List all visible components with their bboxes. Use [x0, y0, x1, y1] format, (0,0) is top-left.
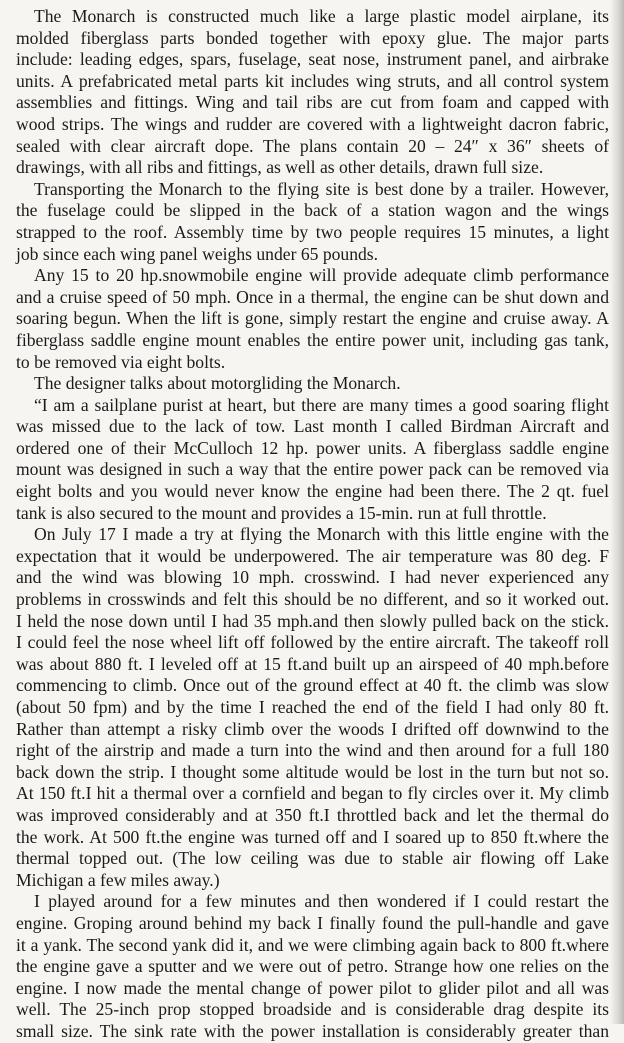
- text-line: back down the strip. I thought some altitude would be lost in the turn but not so.: [16, 761, 609, 782]
- text-line: was missed due to the lack of tow. Last month I called Birdman Aircraft and: [16, 416, 609, 437]
- document-body: [16, 6, 609, 1043]
- text-line: units. A prefabricated metal parts kit includes wing struts, and all control system: [16, 70, 609, 91]
- text-line: and the wind was blowing 10 mph. crosswind. I had never experienced any: [16, 567, 609, 588]
- text-line: fiberglass saddle engine mount enables the entire power unit, including gas tank,: [16, 329, 609, 350]
- text-line: wood strips. The wings and rudder are covered with a lightweight dacron fabric,: [16, 113, 609, 134]
- text-line: I held the nose down until I had 35 mph.and then slowly pulled back on the stick.: [16, 610, 609, 631]
- text-line: well. The 25-inch prop stopped broadside and is considerable drag despite its: [16, 999, 609, 1020]
- text-line: mount was designed in such a way that the entire power pack can be removed via: [16, 459, 609, 480]
- text-line: drawings, with all ribs and fittings, as well as other details, drawn full size.: [16, 157, 544, 178]
- text-line: Any 15 to 20 hp.snowmobile engine will provide adequate climb performance: [34, 265, 609, 286]
- text-line: thermal topped out. (The low ceiling was due to stable air flowing off Lake: [16, 848, 609, 869]
- text-line: the engine gave a sputter and we were out of petro. Strange how one relies on the: [16, 956, 609, 977]
- text-line: engine. Groping around behind my back I finally found the pull-handle and gave: [16, 912, 609, 933]
- text-line: “I am a sailplane purist at heart, but there are many times a good soaring flight: [34, 394, 609, 415]
- text-line: Transporting the Monarch to the flying site is best done by a trailer. However,: [34, 178, 609, 199]
- text-line: the fuselage could be slipped in the back of a station wagon and the wings: [16, 200, 609, 221]
- text-line: Michigan a few miles away.): [16, 869, 220, 890]
- text-line: the work. At 500 ft.the engine was turned off and I soared up to 850 ft.where the: [16, 826, 609, 847]
- text-line: I played around for a few minutes and then wondered if I could restart the: [34, 891, 609, 912]
- text-line: tank is also secured to the mount and provides a 15-min. run at full throttle.: [16, 502, 547, 523]
- text-line: soaring begun. When the lift is gone, simply restart the engine and cruise away. A: [16, 308, 609, 329]
- text-line: sealed with clear aircraft dope. The plans contain 20 – 24″ x 36″ sheets of: [16, 135, 609, 156]
- text-line: job since each wing panel weighs under 65 pounds.: [16, 243, 379, 264]
- text-line: strapped to the roof. Assembly time by two people requires 15 minutes, a light: [16, 221, 609, 242]
- text-line: I could feel the nose wheel lift off followed by the entire aircraft. The takeoff roll: [16, 632, 609, 653]
- text-line: The Monarch is constructed much like a large plastic model airplane, its: [34, 6, 609, 26]
- text-line: commencing to climb. Once out of the ground effect at 40 ft. the climb was slow: [16, 675, 609, 696]
- text-line: eight bolts and you would never know the engine had been there. The 2 qt. fuel: [16, 481, 609, 502]
- page-edge-shadow: [610, 0, 624, 1024]
- text-line: At 150 ft.I hit a thermal over a cornfield and began to fly circles over it. My climb: [16, 783, 609, 804]
- text-line: ordered one of their McCulloch 12 hp. power units. A fiberglass saddle engine: [16, 437, 609, 458]
- text-line: molded fiberglass parts bonded together with epoxy glue. The major parts: [16, 27, 609, 48]
- text-line: assemblies and fittings. Wing and tail ribs are cut from foam and capped with: [16, 92, 609, 113]
- text-line: expectation that it would be underpowered. The air temperature was 80 deg. F: [16, 545, 609, 566]
- text-line: On July 17 I made a try at flying the Monarch with this little engine with the: [34, 524, 609, 545]
- text-line: problems in crosswinds and felt this should be no different, and so it worked out.: [16, 589, 609, 610]
- text-line: engine. I now made the mental change of power pilot to glider pilot and all was: [16, 977, 609, 998]
- text-line: include: leading edges, spars, fuselage, seat nose, instrument panel, and airbrake: [16, 49, 609, 70]
- text-line: and a cruise speed of 50 mph. Once in a thermal, the engine can be shut down and: [16, 286, 609, 307]
- text-line: (about 50 fpm) and by the time I reached the end of the field I had only 80 ft.: [16, 697, 609, 717]
- text-line: it a yank. The second yank did it, and we were climbing again back to 800 ft.where: [16, 934, 609, 955]
- text-line: Rather than attempt a risky climb over the woods I drifted off downwind to the: [16, 718, 609, 739]
- text-line: to be removed via eight bolts.: [16, 351, 226, 372]
- text-line: right of the airstrip and made a turn into the wind and then around for a full 180: [16, 740, 609, 761]
- text-line: The designer talks about motorgliding the Monarch.: [34, 373, 401, 394]
- text-line: was about 880 ft. I leveled off at 15 ft.and built up an airspeed of 40 mph.before: [16, 653, 609, 674]
- text-line: small size. The sink rate with the power installation is considerably greater than: [16, 1020, 609, 1041]
- text-line: was improved considerably and at 350 ft.I throttled back and let the thermal do: [16, 804, 609, 825]
